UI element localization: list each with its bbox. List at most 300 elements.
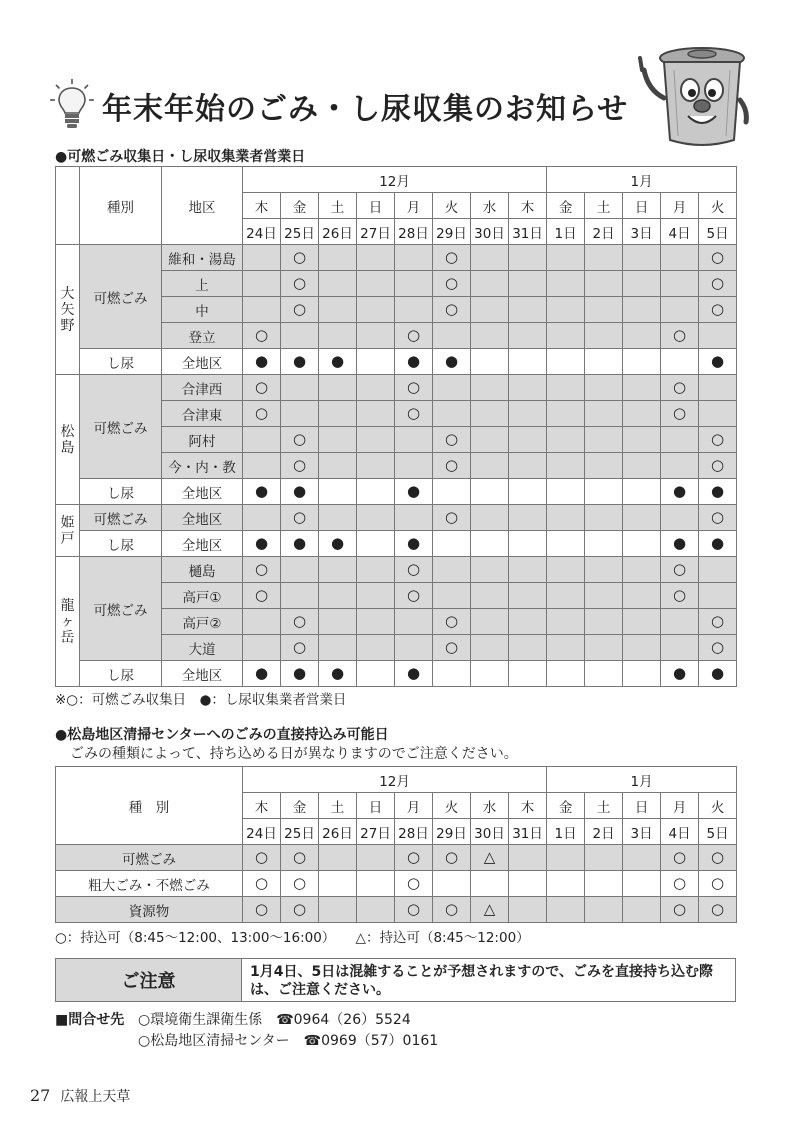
- schedule-mark: ○: [711, 299, 725, 318]
- notice-label: ご注意: [55, 958, 242, 1002]
- schedule-mark: ●: [330, 663, 345, 682]
- schedule-cell: [319, 661, 357, 687]
- schedule-cell: [509, 375, 547, 401]
- schedule-cell: [395, 557, 433, 583]
- header-row-months: [56, 767, 737, 793]
- schedule-cell: [699, 401, 737, 427]
- area-cell: 高戸①: [162, 583, 243, 609]
- weekday-cell: 月: [661, 193, 699, 219]
- schedule-cell: [547, 479, 585, 505]
- schedule-mark: ○: [444, 847, 459, 866]
- schedule-cell: [281, 557, 319, 583]
- schedule-cell: [395, 297, 433, 323]
- schedule-cell: [395, 427, 433, 453]
- weekday-cell: 木: [243, 193, 281, 219]
- schedule-cell: [433, 661, 471, 687]
- schedule-cell: [547, 349, 585, 375]
- schedule-cell: [433, 609, 471, 635]
- schedule-cell: [661, 871, 699, 897]
- schedule-mark: ●: [673, 663, 687, 682]
- schedule-cell: [471, 557, 509, 583]
- schedule-mark: ●: [406, 533, 421, 552]
- schedule-mark: ○: [292, 299, 307, 318]
- month-header: 1月: [547, 767, 737, 793]
- collection-legend: ※○：可燃ごみ収集日 ●：し尿収集業者営業日: [55, 692, 347, 708]
- schedule-cell: [395, 871, 433, 897]
- contact-line: ○松島地区清掃センター ☎0969（57）0161: [138, 1033, 439, 1049]
- schedule-cell: [357, 401, 395, 427]
- schedule-cell: [585, 297, 623, 323]
- table-row: [56, 479, 737, 505]
- dropoff-schedule-table: [55, 766, 737, 923]
- schedule-mark: ○: [254, 403, 269, 422]
- schedule-mark: ●: [330, 351, 345, 370]
- schedule-cell: [471, 297, 509, 323]
- schedule-cell: [623, 661, 661, 687]
- schedule-cell: [243, 323, 281, 349]
- schedule-cell: [395, 323, 433, 349]
- schedule-cell: [623, 635, 661, 661]
- schedule-mark: ○: [711, 507, 725, 526]
- schedule-cell: [357, 531, 395, 557]
- schedule-mark: ○: [711, 247, 725, 266]
- schedule-cell: [623, 505, 661, 531]
- schedule-cell: [471, 427, 509, 453]
- weekday-cell: 水: [471, 793, 509, 819]
- schedule-cell: [281, 349, 319, 375]
- schedule-cell: [509, 453, 547, 479]
- schedule-cell: [243, 427, 281, 453]
- schedule-cell: [585, 557, 623, 583]
- column-header-type: 種 別: [56, 767, 243, 845]
- type-cell: し尿: [80, 349, 162, 375]
- schedule-cell: [471, 271, 509, 297]
- schedule-mark: ○: [711, 847, 725, 866]
- schedule-cell: [585, 453, 623, 479]
- table-row: [56, 845, 737, 871]
- schedule-cell: [319, 271, 357, 297]
- schedule-cell: [509, 609, 547, 635]
- column-header-type: 種別: [80, 167, 162, 245]
- area-cell: 全地区: [162, 479, 243, 505]
- schedule-cell: [357, 609, 395, 635]
- schedule-cell: [471, 845, 509, 871]
- schedule-mark: ●: [292, 663, 307, 682]
- schedule-cell: [661, 897, 699, 923]
- schedule-cell: [281, 583, 319, 609]
- area-cell: 大道: [162, 635, 243, 661]
- date-cell: 5日: [699, 819, 737, 845]
- schedule-mark: ○: [673, 559, 687, 578]
- schedule-cell: [623, 453, 661, 479]
- schedule-mark: ●: [254, 533, 269, 552]
- schedule-cell: [623, 557, 661, 583]
- schedule-cell: [547, 897, 585, 923]
- schedule-cell: [623, 271, 661, 297]
- schedule-mark: ○: [292, 637, 307, 656]
- schedule-cell: [395, 845, 433, 871]
- schedule-cell: [699, 375, 737, 401]
- schedule-mark: ○: [711, 899, 725, 918]
- schedule-mark: ●: [711, 351, 725, 370]
- schedule-cell: [509, 845, 547, 871]
- schedule-cell: [623, 479, 661, 505]
- weekday-cell: 火: [433, 193, 471, 219]
- schedule-cell: [243, 349, 281, 375]
- schedule-cell: [661, 297, 699, 323]
- date-cell: 2日: [585, 219, 623, 245]
- schedule-cell: [547, 635, 585, 661]
- schedule-cell: [281, 531, 319, 557]
- schedule-cell: [357, 897, 395, 923]
- schedule-cell: [699, 661, 737, 687]
- area-cell: 合津西: [162, 375, 243, 401]
- region-label: 姫戸: [60, 514, 75, 547]
- schedule-mark: ●: [406, 663, 421, 682]
- section-heading-direct-dropoff: ●松島地区清掃センターへのごみの直接持込み可能日: [55, 727, 389, 743]
- date-cell: 26日: [319, 219, 357, 245]
- schedule-cell: [699, 505, 737, 531]
- schedule-cell: [623, 245, 661, 271]
- schedule-cell: [471, 661, 509, 687]
- schedule-mark: ○: [673, 325, 687, 344]
- schedule-cell: [471, 323, 509, 349]
- date-cell: 29日: [433, 819, 471, 845]
- schedule-cell: [509, 871, 547, 897]
- weekday-cell: 金: [281, 193, 319, 219]
- schedule-cell: [547, 583, 585, 609]
- schedule-cell: [319, 245, 357, 271]
- schedule-cell: [433, 427, 471, 453]
- area-cell: 全地区: [162, 505, 243, 531]
- table-row: [56, 661, 737, 687]
- schedule-cell: [433, 871, 471, 897]
- schedule-cell: [699, 245, 737, 271]
- date-cell: 3日: [623, 819, 661, 845]
- schedule-cell: [433, 897, 471, 923]
- schedule-cell: [699, 609, 737, 635]
- area-cell: 中: [162, 297, 243, 323]
- schedule-cell: [433, 635, 471, 661]
- schedule-mark: ○: [254, 899, 269, 918]
- schedule-cell: [395, 401, 433, 427]
- schedule-cell: [395, 479, 433, 505]
- schedule-mark: ●: [444, 351, 459, 370]
- schedule-cell: [699, 871, 737, 897]
- schedule-cell: [623, 897, 661, 923]
- schedule-cell: [243, 453, 281, 479]
- schedule-mark: ●: [711, 481, 725, 500]
- header-row-months: [56, 167, 737, 193]
- schedule-cell: [471, 245, 509, 271]
- schedule-cell: [357, 323, 395, 349]
- weekday-cell: 月: [395, 793, 433, 819]
- date-cell: 30日: [471, 819, 509, 845]
- schedule-cell: [471, 375, 509, 401]
- schedule-cell: [433, 349, 471, 375]
- schedule-cell: [357, 557, 395, 583]
- schedule-cell: [547, 323, 585, 349]
- schedule-cell: [243, 271, 281, 297]
- schedule-cell: [281, 479, 319, 505]
- type-cell: 可燃ごみ: [80, 245, 162, 349]
- schedule-cell: [433, 583, 471, 609]
- weekday-cell: 土: [319, 793, 357, 819]
- weekday-cell: 土: [585, 793, 623, 819]
- schedule-cell: [243, 297, 281, 323]
- region-cell: [56, 505, 80, 557]
- weekday-cell: 土: [319, 193, 357, 219]
- schedule-cell: [661, 635, 699, 661]
- schedule-cell: [433, 453, 471, 479]
- schedule-cell: [547, 401, 585, 427]
- schedule-cell: [319, 871, 357, 897]
- schedule-cell: [509, 427, 547, 453]
- schedule-cell: [699, 531, 737, 557]
- schedule-cell: [471, 505, 509, 531]
- date-cell: 28日: [395, 219, 433, 245]
- schedule-cell: [547, 271, 585, 297]
- month-header: 12月: [243, 167, 547, 193]
- schedule-cell: [433, 531, 471, 557]
- collection-schedule-table: [55, 166, 737, 687]
- schedule-mark: ●: [406, 481, 421, 500]
- schedule-cell: [471, 349, 509, 375]
- schedule-cell: [433, 271, 471, 297]
- schedule-cell: [281, 271, 319, 297]
- schedule-mark: ○: [292, 873, 307, 892]
- schedule-cell: [585, 401, 623, 427]
- schedule-cell: [661, 271, 699, 297]
- weekday-cell: 金: [281, 793, 319, 819]
- contact-label: ■問合せ先: [55, 1012, 125, 1028]
- page-title: 年末年始のごみ・し尿収集のお知らせ: [102, 92, 629, 127]
- schedule-mark: ○: [292, 899, 307, 918]
- schedule-cell: [281, 297, 319, 323]
- schedule-mark: ●: [711, 533, 725, 552]
- schedule-mark: ●: [292, 533, 307, 552]
- schedule-cell: [319, 531, 357, 557]
- schedule-mark: ○: [444, 455, 459, 474]
- schedule-cell: [585, 531, 623, 557]
- schedule-cell: [661, 375, 699, 401]
- schedule-mark: ○: [292, 611, 307, 630]
- schedule-cell: [471, 635, 509, 661]
- schedule-cell: [547, 609, 585, 635]
- schedule-cell: [509, 271, 547, 297]
- notice-text: 1月4日、5日は混雑することが予想されますので、ごみを直接持ち込む際は、ご注意ください。: [242, 958, 736, 1002]
- schedule-cell: [357, 583, 395, 609]
- schedule-cell: [547, 505, 585, 531]
- schedule-cell: [281, 609, 319, 635]
- schedule-cell: [319, 635, 357, 661]
- schedule-cell: [699, 635, 737, 661]
- type-cell: し尿: [80, 531, 162, 557]
- publication-name: 広報上天草: [60, 1089, 131, 1105]
- date-cell: 31日: [509, 219, 547, 245]
- schedule-cell: [357, 297, 395, 323]
- schedule-cell: [623, 531, 661, 557]
- schedule-mark: ●: [292, 481, 307, 500]
- schedule-cell: [623, 323, 661, 349]
- schedule-cell: [281, 427, 319, 453]
- schedule-cell: [243, 479, 281, 505]
- schedule-cell: [395, 661, 433, 687]
- schedule-cell: [243, 661, 281, 687]
- schedule-mark: ○: [444, 299, 459, 318]
- weekday-cell: 金: [547, 793, 585, 819]
- date-cell: 27日: [357, 819, 395, 845]
- date-cell: 3日: [623, 219, 661, 245]
- weekday-cell: 日: [357, 793, 395, 819]
- month-header: 1月: [547, 167, 737, 193]
- schedule-cell: [509, 557, 547, 583]
- schedule-cell: [585, 871, 623, 897]
- schedule-cell: [585, 635, 623, 661]
- schedule-cell: [585, 375, 623, 401]
- area-cell: 全地区: [162, 349, 243, 375]
- schedule-cell: [661, 245, 699, 271]
- page-number: 27: [30, 1086, 51, 1105]
- schedule-mark: ○: [673, 847, 687, 866]
- schedule-mark: ○: [711, 637, 725, 656]
- schedule-cell: [699, 349, 737, 375]
- schedule-cell: [395, 245, 433, 271]
- weekday-cell: 金: [547, 193, 585, 219]
- schedule-cell: [585, 349, 623, 375]
- weekday-cell: 月: [661, 793, 699, 819]
- schedule-mark: ○: [406, 873, 421, 892]
- table-row: [56, 505, 737, 531]
- schedule-cell: [547, 375, 585, 401]
- schedule-cell: [547, 871, 585, 897]
- schedule-mark: ○: [673, 899, 687, 918]
- table-row: [56, 871, 737, 897]
- date-cell: 26日: [319, 819, 357, 845]
- schedule-mark: ○: [254, 847, 269, 866]
- schedule-mark: ○: [673, 585, 687, 604]
- schedule-cell: [395, 583, 433, 609]
- area-cell: 今・内・教: [162, 453, 243, 479]
- schedule-mark: ○: [292, 247, 307, 266]
- type-cell: 粗大ごみ・不燃ごみ: [56, 871, 243, 897]
- schedule-mark: ○: [292, 273, 307, 292]
- schedule-mark: ○: [406, 585, 421, 604]
- area-cell: 阿村: [162, 427, 243, 453]
- schedule-cell: [509, 897, 547, 923]
- schedule-cell: [471, 871, 509, 897]
- section-heading-collection: ●可燃ごみ収集日・し尿収集業者営業日: [55, 149, 306, 165]
- trash-can-mascot-icon: [630, 40, 750, 150]
- weekday-cell: 水: [471, 193, 509, 219]
- schedule-cell: [585, 427, 623, 453]
- date-cell: 31日: [509, 819, 547, 845]
- schedule-cell: [471, 531, 509, 557]
- schedule-cell: [471, 401, 509, 427]
- schedule-mark: ○: [406, 899, 421, 918]
- schedule-cell: [661, 531, 699, 557]
- area-cell: 上: [162, 271, 243, 297]
- schedule-cell: [699, 453, 737, 479]
- schedule-cell: [357, 661, 395, 687]
- schedule-cell: [395, 271, 433, 297]
- schedule-cell: [433, 245, 471, 271]
- schedule-cell: [471, 453, 509, 479]
- schedule-cell: [509, 245, 547, 271]
- schedule-cell: [661, 661, 699, 687]
- date-cell: 27日: [357, 219, 395, 245]
- schedule-cell: [319, 349, 357, 375]
- schedule-cell: [433, 323, 471, 349]
- schedule-cell: [661, 453, 699, 479]
- schedule-cell: [661, 609, 699, 635]
- schedule-mark: ○: [406, 325, 421, 344]
- schedule-cell: [471, 583, 509, 609]
- schedule-mark: ○: [673, 377, 687, 396]
- schedule-cell: [509, 531, 547, 557]
- date-cell: 4日: [661, 219, 699, 245]
- dropoff-legend: ○：持込可（8:45～12:00、13:00～16:00） △：持込可（8:45～12:00）: [55, 930, 530, 946]
- schedule-cell: [509, 297, 547, 323]
- schedule-mark: ●: [254, 663, 269, 682]
- weekday-cell: 火: [699, 193, 737, 219]
- weekday-cell: 火: [699, 793, 737, 819]
- schedule-cell: [281, 505, 319, 531]
- schedule-cell: [243, 635, 281, 661]
- schedule-cell: [623, 871, 661, 897]
- schedule-mark: ○: [292, 455, 307, 474]
- schedule-cell: [395, 375, 433, 401]
- page-header: [40, 76, 640, 136]
- schedule-mark: ○: [444, 611, 459, 630]
- schedule-mark: △: [483, 899, 496, 918]
- page-footer: [30, 1086, 130, 1106]
- area-cell: 全地区: [162, 661, 243, 687]
- schedule-cell: [661, 845, 699, 871]
- date-cell: 29日: [433, 219, 471, 245]
- schedule-mark: ○: [292, 507, 307, 526]
- schedule-cell: [547, 845, 585, 871]
- schedule-cell: [357, 453, 395, 479]
- schedule-cell: [661, 479, 699, 505]
- schedule-mark: ○: [711, 455, 725, 474]
- schedule-cell: [319, 557, 357, 583]
- schedule-cell: [699, 479, 737, 505]
- schedule-cell: [661, 557, 699, 583]
- schedule-cell: [395, 349, 433, 375]
- weekday-cell: 木: [509, 793, 547, 819]
- schedule-cell: [433, 505, 471, 531]
- schedule-cell: [281, 661, 319, 687]
- schedule-cell: [547, 427, 585, 453]
- schedule-mark: ●: [254, 481, 269, 500]
- schedule-mark: ○: [711, 873, 725, 892]
- weekday-cell: 木: [509, 193, 547, 219]
- schedule-cell: [357, 635, 395, 661]
- schedule-cell: [471, 479, 509, 505]
- schedule-cell: [319, 453, 357, 479]
- schedule-mark: ●: [330, 533, 345, 552]
- schedule-mark: ○: [444, 247, 459, 266]
- schedule-mark: ●: [673, 481, 687, 500]
- schedule-cell: [547, 297, 585, 323]
- area-cell: 登立: [162, 323, 243, 349]
- schedule-mark: ○: [406, 847, 421, 866]
- schedule-cell: [699, 323, 737, 349]
- schedule-cell: [357, 245, 395, 271]
- schedule-mark: ○: [254, 377, 269, 396]
- schedule-cell: [433, 557, 471, 583]
